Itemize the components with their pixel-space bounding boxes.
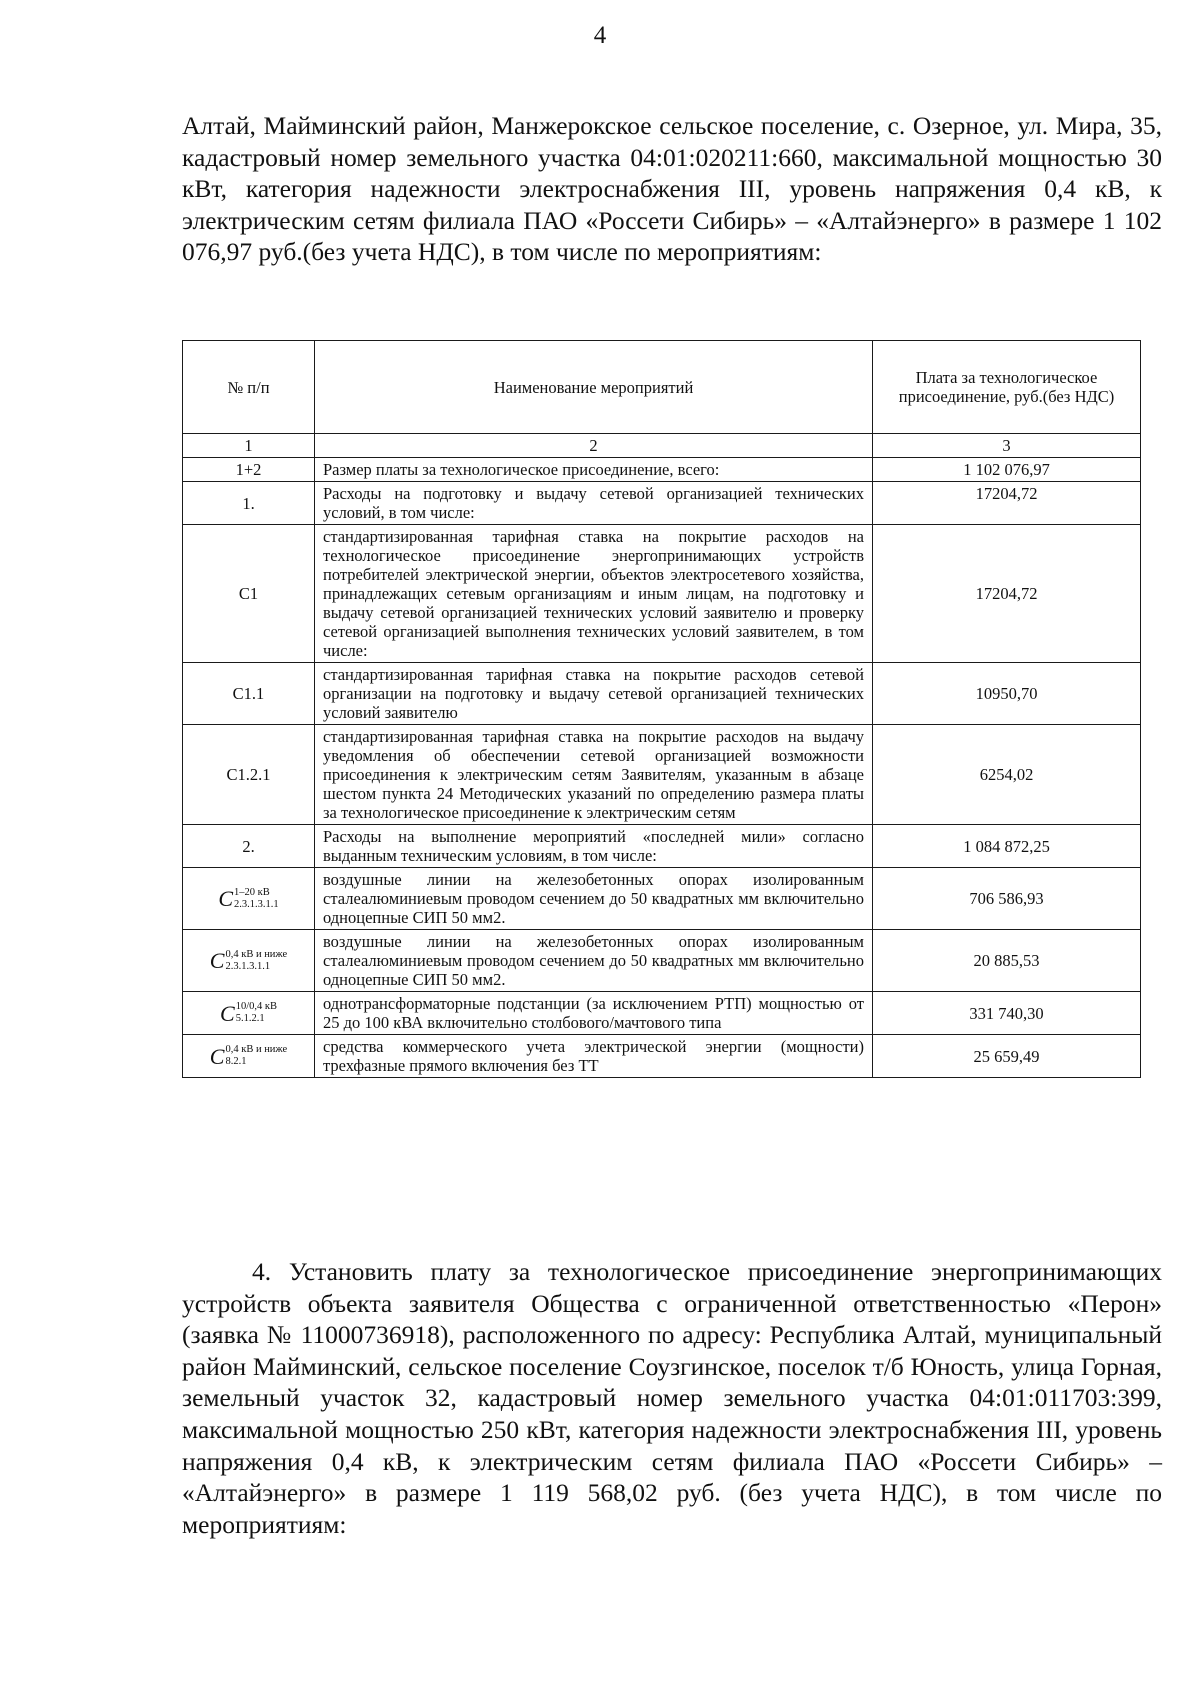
table-row — [183, 663, 1141, 725]
row-fee: 25 659,49 — [873, 1035, 1141, 1078]
rate-formula — [218, 887, 278, 911]
rate-superscript: 1–20 кВ — [234, 886, 270, 898]
table-row — [183, 1035, 1141, 1078]
index-num: 1 — [183, 434, 315, 458]
table-row — [183, 458, 1141, 482]
row-name: однотрансформаторные подстанции (за исключением РТП) мощностью от 25 до 100 кВА включительно столбового/мачтового типа — [315, 992, 873, 1035]
rate-symbol: C — [220, 1000, 235, 1026]
row-fee: 10950,70 — [873, 663, 1141, 725]
row-fee: 17204,72 — [873, 482, 1141, 525]
rate-symbol: C — [209, 948, 225, 973]
row-num: С1 — [183, 525, 315, 663]
rate-subscript: 2.3.1.3.1.1 — [234, 898, 279, 910]
row-name: воздушные линии на железобетонных опорах изолированным сталеалюминиевым проводом сечением до 50 квадратных мм включительно одноцепные СИП 50 мм2. — [315, 868, 873, 930]
rate-subscript: 8.2.1 — [225, 1056, 247, 1067]
rate-subscript: 2.3.1.3.1.1 — [225, 960, 271, 972]
index-name: 2 — [315, 434, 873, 458]
rate-subscript: 5.1.2.1 — [235, 1013, 265, 1024]
row-fee: 6254,02 — [873, 725, 1141, 825]
table-row — [183, 868, 1141, 930]
row-name: Расходы на подготовку и выдачу сетевой организацией технических условий, в том числе: — [315, 482, 873, 525]
measures-table — [182, 340, 1141, 1078]
table-row — [183, 482, 1141, 525]
row-rate-symbol — [183, 1035, 315, 1078]
index-fee: 3 — [873, 434, 1141, 458]
paragraph-continuation: Алтай, Майминский район, Манжерокское сельское поселение, с. Озерное, ул. Мира, 35, кадастровый номер земельного участка 04:01:020211:660, максимальной мощностью 30 кВт, категория надежности электроснабжения III, уровень напряжения 0,4 кВ, к электрическим сетям филиала ПАО «Россети Сибирь» – «Алтайэнерго» в размере 1 102 076,97 руб.(без учета НДС), в том числе по мероприятиям: — [182, 111, 1162, 267]
rate-symbol: C — [218, 886, 234, 911]
table-row — [183, 992, 1141, 1035]
rate-indices — [236, 1001, 277, 1025]
row-name: Размер платы за технологическое присоединение, всего: — [315, 458, 873, 482]
row-name: Расходы на выполнение мероприятий «последней мили» согласно выданным техническим условиям, в том числе: — [315, 825, 873, 868]
table-header-row — [183, 341, 1141, 434]
rate-formula — [220, 1001, 277, 1025]
rate-indices — [225, 1044, 287, 1068]
paragraph-item-4: 4. Установить плату за технологическое присоединение энергопринимающих устройств объекта заявителя Общества с ограниченной ответственностью «Перон» (заявка № 11000736918), расположенного по адресу: Республика Алтай, муниципальный район Майминский, сельское поселение Соузгинское, поселок т/б Юность, улица Горная, земельный участок 32, кадастровый номер земельного участка 04:01:011703:399, максимальной мощностью 250 кВт, категория надежности электроснабжения III, уровень напряжения 0,4 кВ, к электрическим сетям филиала ПАО «Россети Сибирь» – «Алтайэнерго» в размере 1 119 568,02 руб. (без учета НДС), в том числе по мероприятиям: — [182, 1257, 1162, 1539]
rate-superscript: 0,4 кВ и ниже — [225, 1044, 288, 1055]
header-num: № п/п — [183, 341, 315, 434]
rate-formula — [210, 1044, 287, 1068]
rate-superscript: 10/0,4 кВ — [235, 1001, 277, 1012]
row-num: 2. — [183, 825, 315, 868]
row-fee: 1 084 872,25 — [873, 825, 1141, 868]
row-num: С1.2.1 — [183, 725, 315, 825]
header-fee: Плата за технологическое присоединение, руб.(без НДС) — [873, 341, 1141, 434]
table-index-row — [183, 434, 1141, 458]
table-row — [183, 725, 1141, 825]
row-num: С1.1 — [183, 663, 315, 725]
row-num: 1. — [183, 482, 315, 525]
row-name: стандартизированная тарифная ставка на покрытие расходов на технологическое присоединение энергопринимающих устройств потребителей электрической энергии, объектов электросетевого хозяйства, принадлежащих сетевым организациям и иным лицам, на подготовку и выдачу сетевой организацией технических условий заявителю и проверку сетевой организацией выполнения технических условий заявителем, в том числе: — [315, 525, 873, 663]
row-num: 1+2 — [183, 458, 315, 482]
page-number: 4 — [593, 22, 607, 49]
row-fee: 331 740,30 — [873, 992, 1141, 1035]
row-name: средства коммерческого учета электрической энергии (мощности) трехфазные прямого включения без ТТ — [315, 1035, 873, 1078]
row-rate-symbol — [183, 992, 315, 1035]
rate-formula — [210, 949, 287, 973]
table-row — [183, 825, 1141, 868]
row-rate-symbol — [183, 868, 315, 930]
rate-symbol: C — [209, 1043, 225, 1069]
header-name: Наименование мероприятий — [315, 341, 873, 434]
row-name: стандартизированная тарифная ставка на покрытие расходов на выдачу уведомления об обеспечении сетевой организацией возможности присоединения к электрическим сетям Заявителям, указанным в абзаце шестом пункта 24 Методических указаний по определению размера платы за технологическое присоединение к электрическим сетям — [315, 725, 873, 825]
table-row — [183, 930, 1141, 992]
row-fee: 20 885,53 — [873, 930, 1141, 992]
row-rate-symbol — [183, 930, 315, 992]
table-row — [183, 525, 1141, 663]
row-fee: 1 102 076,97 — [873, 458, 1141, 482]
row-fee: 706 586,93 — [873, 868, 1141, 930]
rate-superscript: 0,4 кВ и ниже — [225, 948, 288, 960]
rate-indices — [234, 887, 279, 911]
rate-indices — [225, 949, 287, 973]
row-name: стандартизированная тарифная ставка на покрытие расходов сетевой организации на подготовку и выдачу сетевой организацией технических условий заявителю — [315, 663, 873, 725]
row-fee: 17204,72 — [873, 525, 1141, 663]
row-name: воздушные линии на железобетонных опорах изолированным сталеалюминиевым проводом сечением до 50 квадратных мм включительно одноцепные СИП 50 мм2. — [315, 930, 873, 992]
